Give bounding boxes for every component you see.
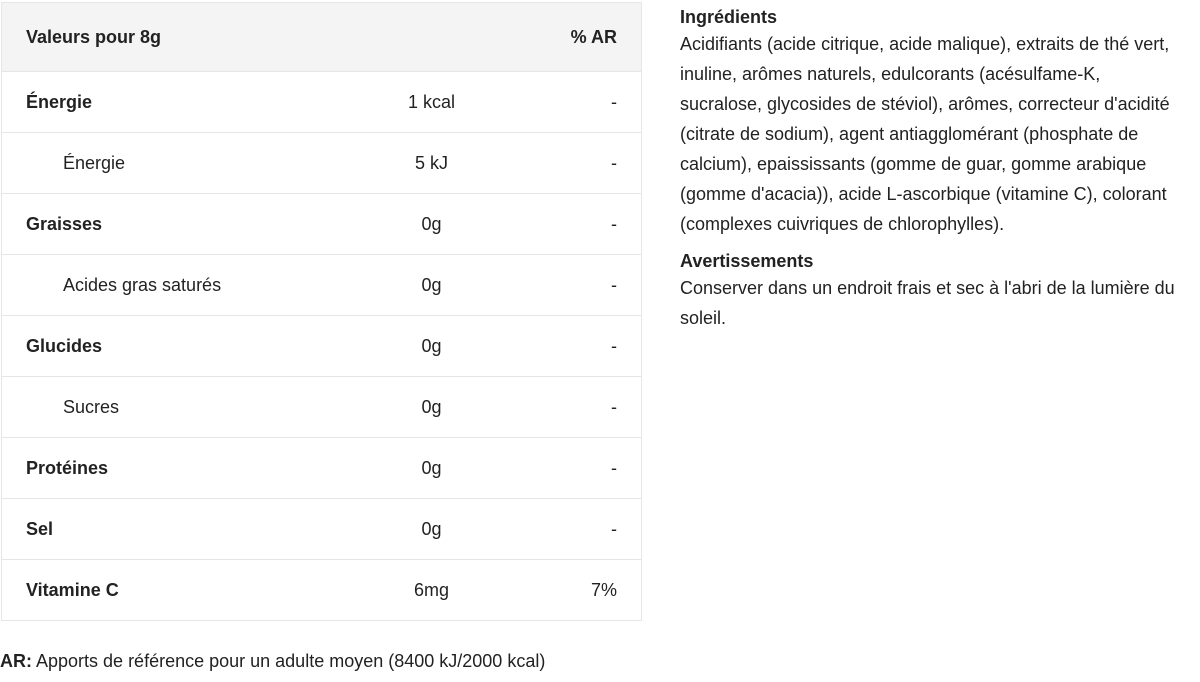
ar-legend [0, 651, 545, 672]
nutrient-ar: 7% [532, 560, 642, 621]
table-row [2, 316, 642, 377]
nutrient-name: Acides gras saturés [2, 255, 332, 316]
ingredients-title: Ingrédients [680, 7, 778, 27]
nutrient-value: 0g [332, 255, 532, 316]
product-info [680, 5, 1185, 333]
ingredients-section [680, 5, 1185, 239]
ingredients-text: Acidifiants (acide citrique, acide malique), extraits de thé vert, inuline, arômes naturels, edulcorants (acésulfame-K, sucralose, glycosides de stéviol), arômes, correcteur d'acidité (citrate de sodium), agent antiagglomérant (phosphate de calcium), epaississants (gomme de guar, gomme arabique (gomme d'acacia)), acide L-ascorbique (vitamine C), colorant (complexes cuivriques de chlorophylles). [680, 34, 1170, 234]
nutrient-ar: - [532, 499, 642, 560]
table-row [2, 72, 642, 133]
nutrient-value: 0g [332, 316, 532, 377]
table-row [2, 194, 642, 255]
nutrient-ar: - [532, 133, 642, 194]
nutrient-value: 5 kJ [332, 133, 532, 194]
warnings-text: Conserver dans un endroit frais et sec à l'abri de la lumière du soleil. [680, 278, 1175, 328]
nutrient-name: Énergie [2, 72, 332, 133]
nutrient-value: 1 kcal [332, 72, 532, 133]
nutrient-ar: - [532, 316, 642, 377]
ar-legend-text: Apports de référence pour un adulte moyen (8400 kJ/2000 kcal) [32, 651, 546, 671]
nutrient-name: Énergie [2, 133, 332, 194]
table-row [2, 560, 642, 621]
nutrient-value: 0g [332, 499, 532, 560]
nutrient-name: Glucides [2, 316, 332, 377]
nutrient-name: Sel [2, 499, 332, 560]
header-value-label [332, 3, 532, 72]
header-ar-label: % AR [532, 3, 642, 72]
nutrient-ar: - [532, 194, 642, 255]
nutrient-value: 0g [332, 438, 532, 499]
nutrient-name: Protéines [2, 438, 332, 499]
table-row [2, 499, 642, 560]
nutrition-table [1, 2, 642, 621]
table-row [2, 255, 642, 316]
table-row [2, 377, 642, 438]
nutrient-name: Vitamine C [2, 560, 332, 621]
nutrient-name: Graisses [2, 194, 332, 255]
table-row [2, 438, 642, 499]
nutrient-value: 0g [332, 194, 532, 255]
warnings-title: Avertissements [680, 251, 814, 271]
warnings-section [680, 249, 1185, 333]
nutrient-value: 0g [332, 377, 532, 438]
header-serving-label: Valeurs pour 8g [2, 3, 332, 72]
nutrient-ar: - [532, 377, 642, 438]
table-header-row [2, 3, 642, 72]
nutrient-name: Sucres [2, 377, 332, 438]
table-row [2, 133, 642, 194]
nutrient-ar: - [532, 72, 642, 133]
nutrient-value: 6mg [332, 560, 532, 621]
nutrient-ar: - [532, 255, 642, 316]
ar-legend-abbr: AR: [0, 651, 32, 671]
nutrient-ar: - [532, 438, 642, 499]
